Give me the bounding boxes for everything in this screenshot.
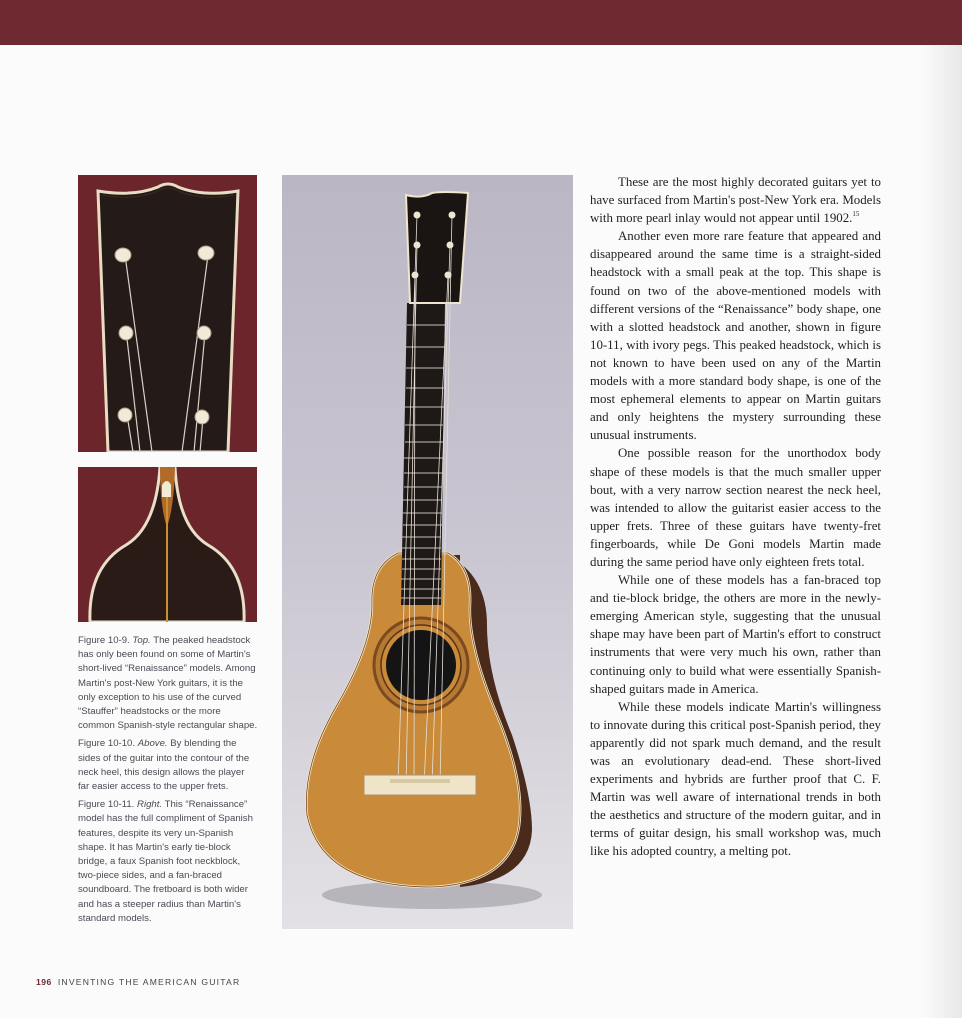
body-paragraph <box>590 173 881 227</box>
paragraph-text: These are the most highly decorated guitars yet to have surfaced from Martin's post-New York era. Models with more pearl inlay would not appear until 1902. <box>590 175 881 226</box>
caption-text: By blending the sides of the guitar into the contour of the neck heel, this design allows the player far easier access to the upper frets. <box>78 738 250 793</box>
body-paragraph: Another even more rare feature that appeared and disappeared around the same time is a straight-sided headstock with a small peak at the top. This shape is found on two of the above-mentioned models with different versions of the “Renaissance” body shape, one with a slotted headstock and another, shown in figure 10-11, with ivory pegs. This peaked headstock, which is not known to have been used on any of the Martin models with a more standard body shape, is one of the most ephemeral elements to appear on Martin guitars and only heightens the mystery surrounding these unusual instruments. <box>590 229 881 443</box>
footnote-marker: 15 <box>852 210 860 219</box>
body-paragraph: One possible reason for the unorthodox body shape of these models is that the much smaller upper bout, with a very narrow section nearest the neck heel, was intended to allow the guitarist easier access to the upper frets. Three of these guitars have twenty-fret fingerboards, while De Goni models Martin made during the same period have only eighteen frets total. <box>590 446 881 569</box>
caption-position: Right. <box>137 799 163 811</box>
caption-text: This “Renaissance” model has the full compliment of Spanish features, despite its very un-Spanish shape. It has Martin's early tie-block bridge, a faux Spanish foot neckblock, two-piece sides, and a fan-braced soundboard. The fretboard is both wider and has a steeper radius than Martin's standard models. <box>78 799 253 924</box>
page-gutter-shadow <box>922 45 962 1018</box>
page-number: 196 <box>36 977 52 987</box>
body-text-column <box>590 173 881 861</box>
top-color-band <box>0 0 962 45</box>
caption-figure-10-9 <box>78 634 258 733</box>
figure-10-10-neck-heel-photo <box>78 467 257 622</box>
caption-position: Top. <box>132 635 151 646</box>
renaissance-guitar-illustration <box>282 175 573 929</box>
caption-figure-10-11 <box>78 798 258 926</box>
figure-10-9-headstock-photo <box>78 175 257 452</box>
figure-captions <box>78 634 258 930</box>
page-footer <box>36 977 240 987</box>
body-paragraph: While one of these models has a fan-braced top and tie-block bridge, the others are more in the newly-emerging American style, suggesting that the unusual shape may have been part of Martin's effort to construct instruments that were very much his own, rather than continuing only to build what were essentially Spanish-shaped guitars made in America. <box>590 573 881 696</box>
running-title: INVENTING THE AMERICAN GUITAR <box>57 977 241 987</box>
caption-position: Above. <box>137 738 168 750</box>
headstock-illustration <box>78 175 257 452</box>
caption-figure-10-10 <box>78 737 258 794</box>
body-paragraph: While these models indicate Martin's willingness to innovate during this critical post-Spanish period, they apparently did not spark much demand, and the result was an evolutionary dead-end. These short-lived experiments and hybrids are further proof that C. F. Martin was well aware of international trends in both the aesthetics and structure of the modern guitar, and in terms of guitar design, his small workshop was, much like his adopted country, a melting pot. <box>590 699 881 859</box>
caption-label: Figure 10-11. <box>78 799 135 811</box>
caption-label: Figure 10-9. <box>78 635 130 646</box>
caption-label: Figure 10-10. <box>78 738 136 750</box>
figure-10-11-guitar-photo <box>282 175 573 929</box>
caption-text: The peaked headstock has only been found on some of Martin's short-lived “Renaissance” models. Among Martin's post-New York guitars, it is the only exception to his use of the curved “Stauffer” headstocks or the more common Spanish-style rectangular shape. <box>78 635 258 732</box>
neck-heel-illustration <box>78 467 257 622</box>
